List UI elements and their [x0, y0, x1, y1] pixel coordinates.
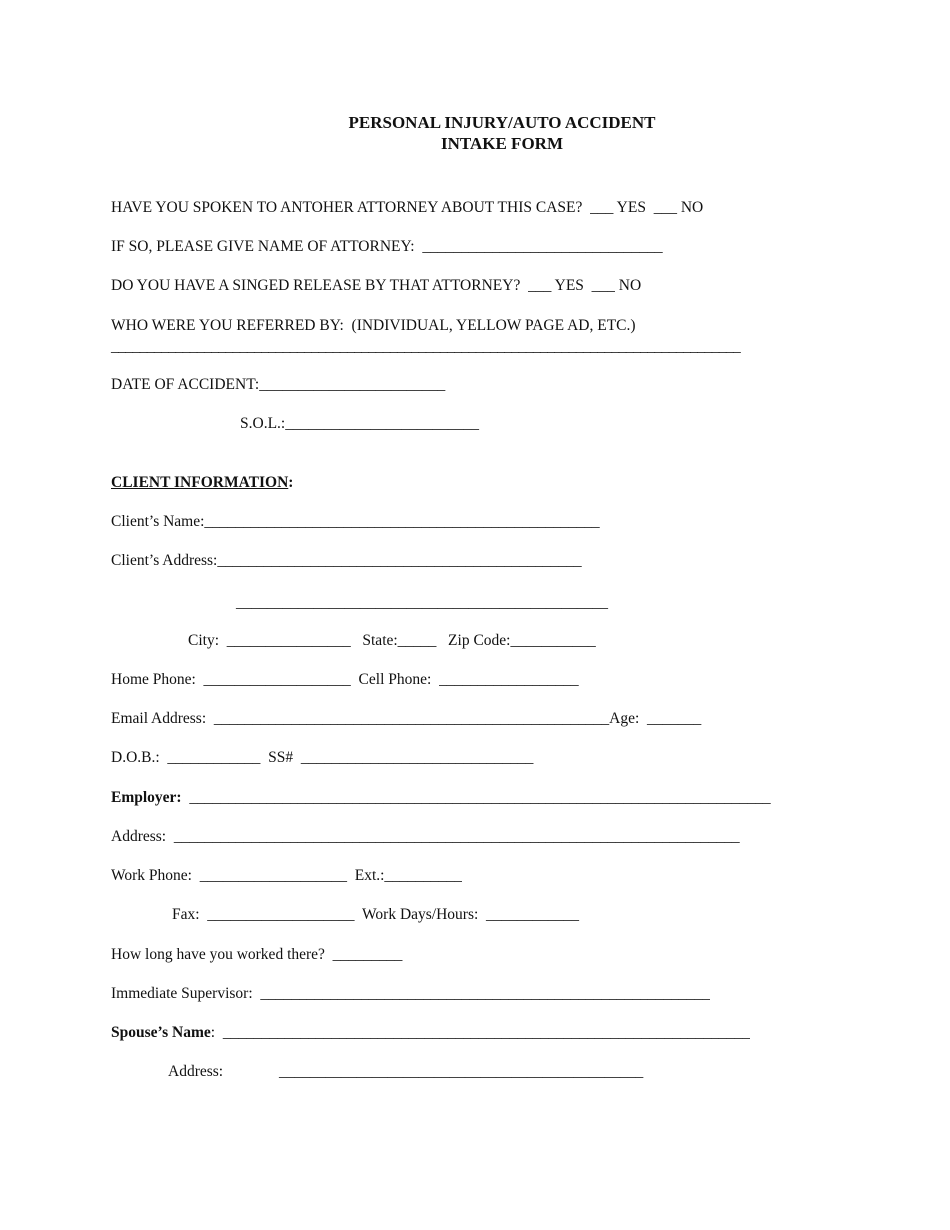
referred-by-answer-line: ________________________________________________________________________________________ [111, 338, 741, 355]
employer-row [111, 788, 771, 808]
employer-label: Employer: [111, 789, 182, 806]
form-title-line1: PERSONAL INJURY/AUTO ACCIDENT [348, 113, 656, 132]
statute-of-limitations: S.O.L.:_________________________ [240, 415, 479, 432]
spouse-name-line: : ____________________________________________________________________ [210, 1024, 750, 1041]
question-signed-release: DO YOU HAVE A SINGED RELEASE BY THAT ATTORNEY? ___ YES ___ NO [111, 277, 642, 294]
client-city-state-zip: City: ________________ State:_____ Zip Code:___________ [188, 632, 596, 649]
question-attorney-name: IF SO, PLEASE GIVE NAME OF ATTORNEY: _______________________________ [111, 238, 663, 255]
client-address: Client’s Address:_______________________________________________ [111, 552, 582, 569]
client-email-age: Email Address: ___________________________________________________Age: _______ [111, 710, 702, 727]
date-of-accident: DATE OF ACCIDENT:________________________ [111, 376, 446, 393]
spouse-address-label: Address: [168, 1063, 224, 1080]
question-spoken-attorney: HAVE YOU SPOKEN TO ANTOHER ATTORNEY ABOUT THIS CASE? ___ YES ___ NO [111, 199, 704, 216]
form-title-line2: INTAKE FORM [441, 134, 563, 153]
employer-work-phone: Work Phone: ___________________ Ext.:__________ [111, 867, 462, 884]
client-address-line2: ________________________________________________ [236, 594, 608, 611]
employer-fax-hours: Fax: ___________________ Work Days/Hours: ____________ [172, 906, 580, 923]
client-information-heading-colon: : [288, 474, 294, 491]
client-phones: Home Phone: ___________________ Cell Phone: __________________ [111, 671, 579, 688]
client-information-heading-text: CLIENT INFORMATION [111, 474, 289, 491]
employer-address: Address: _________________________________________________________________________ [111, 828, 740, 845]
employer-line: ___________________________________________________________________________ [181, 789, 771, 806]
immediate-supervisor: Immediate Supervisor: __________________________________________________________ [111, 985, 710, 1002]
spouse-name-row [111, 1023, 750, 1043]
employment-duration: How long have you worked there? _________ [111, 946, 403, 963]
spouse-name-label: Spouse’s Name [111, 1024, 211, 1041]
question-referred-by: WHO WERE YOU REFERRED BY: (INDIVIDUAL, YELLOW PAGE AD, ETC.) [111, 317, 636, 334]
client-dob-ss: D.O.B.: ____________ SS# ______________________________ [111, 749, 534, 766]
spouse-address-line: _______________________________________________ [279, 1063, 644, 1080]
client-information-heading [111, 473, 293, 493]
client-name: Client’s Name:___________________________________________________ [111, 513, 600, 530]
